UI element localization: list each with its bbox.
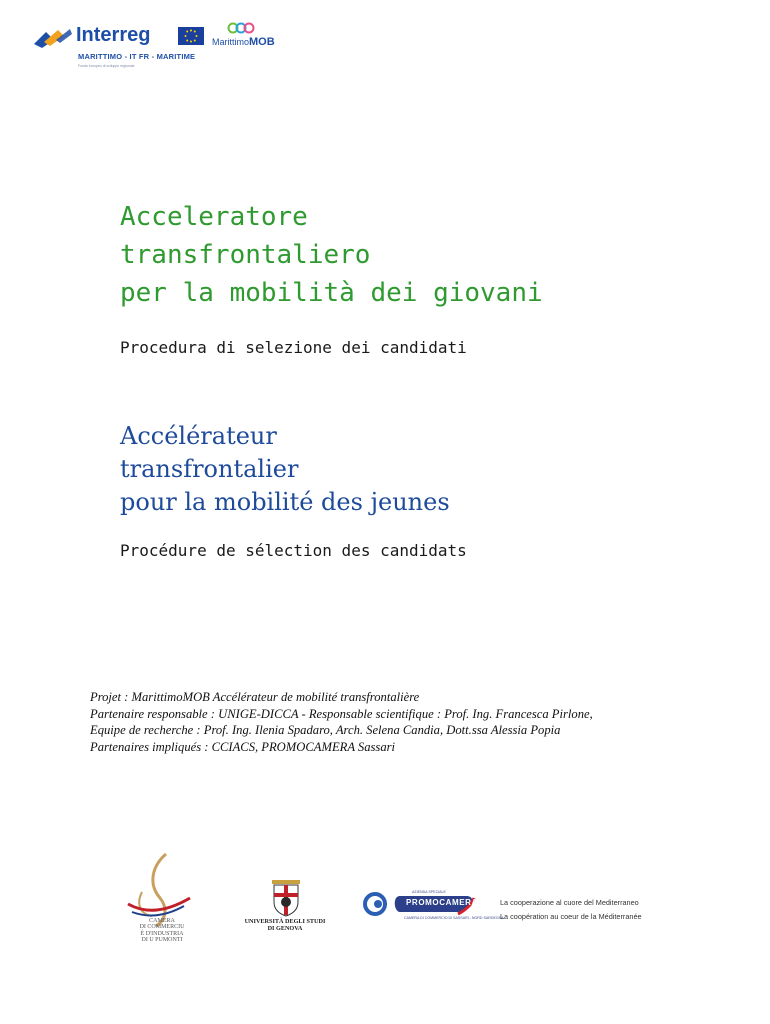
title-fr-line: Accélérateur	[120, 422, 277, 450]
credit-line: Projet : MarittimoMOB Accélérateur de mobilité transfrontalière	[90, 690, 420, 704]
title-it-line: per la mobilità dei giovani	[120, 278, 543, 308]
tagline-line: La cooperazione al cuore del Mediterraneo	[500, 898, 639, 907]
programme-tagline: Fondo europeo di sviluppo regionale	[78, 64, 135, 68]
title-fr-line: transfrontalier	[120, 455, 299, 483]
promocamera-emblem-icon	[362, 888, 477, 928]
promocamera-subtitle: CAMERA DI COMMERCIO DI SASSARI - NORD SARDEGNA	[404, 916, 504, 920]
marittimomob-wordmark: MarittimoMOB	[212, 36, 275, 48]
promocamera-wordmark: PROMOCAMERA	[406, 898, 478, 907]
programme-name: MARITTIMO - IT FR - MARITIME	[78, 52, 196, 61]
cciacs-line: CAMERA	[149, 918, 175, 924]
interreg-swoosh-icon	[32, 26, 74, 52]
marittimomob-rings-icon	[226, 22, 256, 34]
unige-label	[236, 918, 334, 932]
title-italian	[120, 198, 543, 312]
credit-line: Equipe de recherche : Prof. Ing. Ilenia Spadaro, Arch. Selena Candia, Dott.ssa Alessia Popia	[90, 723, 561, 737]
cciacs-line: DI U PUMONTI	[141, 936, 183, 943]
title-it-line: transfrontaliero	[120, 240, 371, 270]
promocamera-top-label: AZIENDA SPECIALE	[412, 890, 446, 894]
footer-tagline	[500, 896, 642, 923]
tagline-line: La coopération au coeur de la Méditerranée	[500, 911, 642, 921]
interreg-wordmark: Interreg	[76, 24, 151, 46]
eu-flag-icon	[178, 27, 204, 45]
unige-line: DI GENOVA	[267, 925, 303, 932]
cciacs-line: È D'INDUSTRIA	[140, 930, 184, 937]
subtitle-italian: Procedura di selezione dei candidati	[120, 338, 467, 357]
credit-line: Partenaires impliqués : CCIACS, PROMOCAMERA Sassari	[90, 739, 396, 754]
title-it-line: Acceleratore	[120, 202, 308, 232]
title-fr-line: pour la mobilité des jeunes	[120, 488, 450, 516]
project-credits	[90, 689, 690, 755]
cciacs-line: DI COMMERCIU	[139, 924, 185, 931]
cciacs-label	[128, 918, 196, 943]
unige-line: UNIVERSITÀ DEGLI STUDI	[244, 918, 326, 925]
title-french	[120, 420, 450, 519]
credit-line: Partenaire responsable : UNIGE-DICCA - Responsable scientifique : Prof. Ing. Francesca Pirlone,	[90, 706, 593, 721]
interreg-logo	[32, 22, 302, 74]
subtitle-french: Procédure de sélection des candidats	[120, 541, 467, 560]
